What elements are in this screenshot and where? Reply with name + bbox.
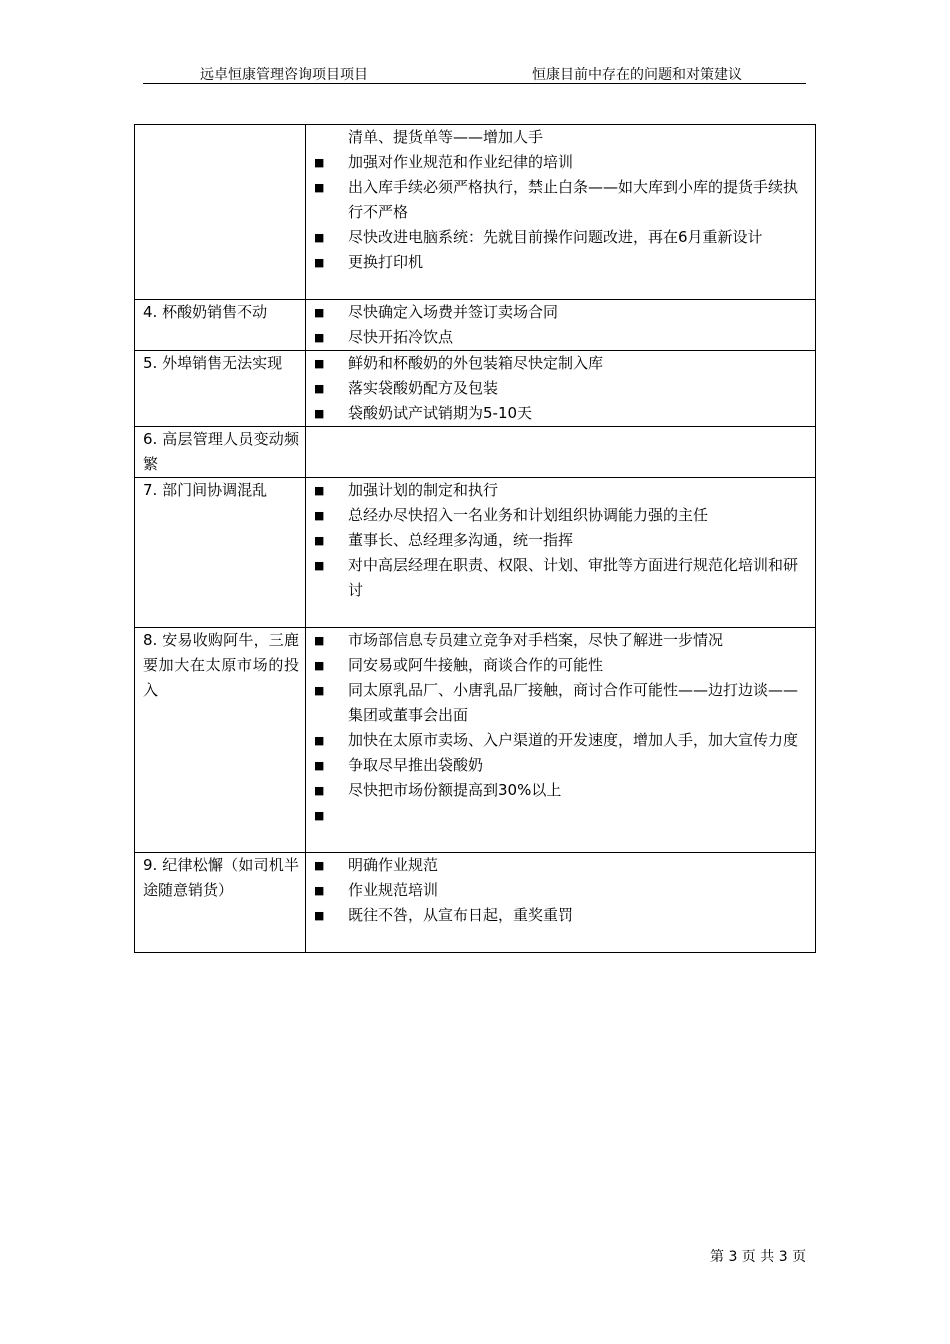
table-row [135,853,816,953]
problem-cell: 6. 高层管理人员变动频繁 [135,427,306,478]
square-bullet-icon: ■ [314,181,325,194]
page-number: 第 3 页 共 3 页 [710,1249,807,1265]
list-item: ■ 尽快把市场份额提高到30%以上 [314,778,805,803]
table-row [135,300,816,351]
square-bullet-icon: ■ [314,509,325,522]
list-item: ■ 出入库手续必须严格执行，禁止白条——如大库到小库的提货手续执行不严格 [314,175,805,225]
square-bullet-icon: ■ [314,534,325,547]
table-row [135,427,816,478]
square-bullet-icon: ■ [314,231,325,244]
square-bullet-icon: ■ [314,809,325,822]
measures-cell [306,125,816,300]
square-bullet-icon: ■ [314,884,325,897]
square-bullet-icon: ■ [314,859,325,872]
list-item: ■ 总经办尽快招入一名业务和计划组织协调能力强的主任 [314,503,805,528]
list-item: ■ 加快在太原市卖场、入户渠道的开发速度，增加人手，加大宣传力度 [314,728,805,753]
list-item: ■ 尽快确定入场费并签订卖场合同 [314,300,805,325]
continuation-text: 清单、提货单等——增加人手 [348,128,544,146]
list-item: ■ 尽快改进电脑系统：先就目前操作问题改进，再在6月重新设计 [314,225,805,250]
issues-table [134,124,816,953]
square-bullet-icon: ■ [314,306,325,319]
square-bullet-icon: ■ [314,357,325,370]
header-document-title: 恒康目前中存在的问题和对策建议 [532,67,742,83]
list-item: ■ 明确作业规范 [314,853,805,878]
measures-cell [306,478,816,628]
list-item: ■ 鲜奶和杯酸奶的外包装箱尽快定制入库 [314,351,805,376]
problem-cell [135,125,306,300]
problem-cell: 4. 杯酸奶销售不动 [135,300,306,351]
square-bullet-icon: ■ [314,659,325,672]
measures-cell [306,351,816,427]
square-bullet-icon: ■ [314,331,325,344]
square-bullet-icon: ■ [314,559,325,572]
problem-cell: 9. 纪律松懈（如司机半途随意销货） [135,853,306,953]
square-bullet-icon: ■ [314,759,325,772]
list-item: ■ 加强计划的制定和执行 [314,478,805,503]
square-bullet-icon: ■ [314,156,325,169]
square-bullet-icon: ■ [314,784,325,797]
problem-cell: 5. 外埠销售无法实现 [135,351,306,427]
measures-cell [306,300,816,351]
square-bullet-icon: ■ [314,734,325,747]
header-divider [143,83,806,84]
list-item: ■ 落实袋酸奶配方及包装 [314,376,805,401]
square-bullet-icon: ■ [314,382,325,395]
list-item: ■ 尽快开拓冷饮点 [314,325,805,350]
list-item: ■ 袋酸奶试产试销期为5-10天 [314,401,805,426]
list-item [314,803,805,828]
square-bullet-icon: ■ [314,256,325,269]
problem-cell: 8. 安易收购阿牛，三鹿要加大在太原市场的投入 [135,628,306,853]
measures-cell [306,427,816,478]
measures-cell [306,628,816,853]
table-row [135,478,816,628]
list-item: ■ 同安易或阿牛接触，商谈合作的可能性 [314,653,805,678]
square-bullet-icon: ■ [314,634,325,647]
square-bullet-icon: ■ [314,684,325,697]
table-row [135,351,816,427]
list-item: ■ 既往不咎，从宣布日起，重奖重罚 [314,903,805,928]
list-item: ■ 同太原乳品厂、小唐乳品厂接触，商讨合作可能性——边打边谈——集团或董事会出面 [314,678,805,728]
list-item: ■ 对中高层经理在职责、权限、计划、审批等方面进行规范化培训和研讨 [314,553,805,603]
square-bullet-icon: ■ [314,407,325,420]
list-item: ■ 作业规范培训 [314,878,805,903]
square-bullet-icon: ■ [314,909,325,922]
list-item: ■ 更换打印机 [314,250,805,275]
table-row [135,628,816,853]
header-project-title: 远卓恒康管理咨询项目项目 [200,67,368,83]
list-item: ■ 市场部信息专员建立竞争对手档案，尽快了解进一步情况 [314,628,805,653]
table-row [135,125,816,300]
square-bullet-icon: ■ [314,484,325,497]
list-item: ■ 争取尽早推出袋酸奶 [314,753,805,778]
problem-cell: 7. 部门间协调混乱 [135,478,306,628]
measures-cell [306,853,816,953]
list-item: ■ 加强对作业规范和作业纪律的培训 [314,150,805,175]
list-item: ■ 董事长、总经理多沟通，统一指挥 [314,528,805,553]
